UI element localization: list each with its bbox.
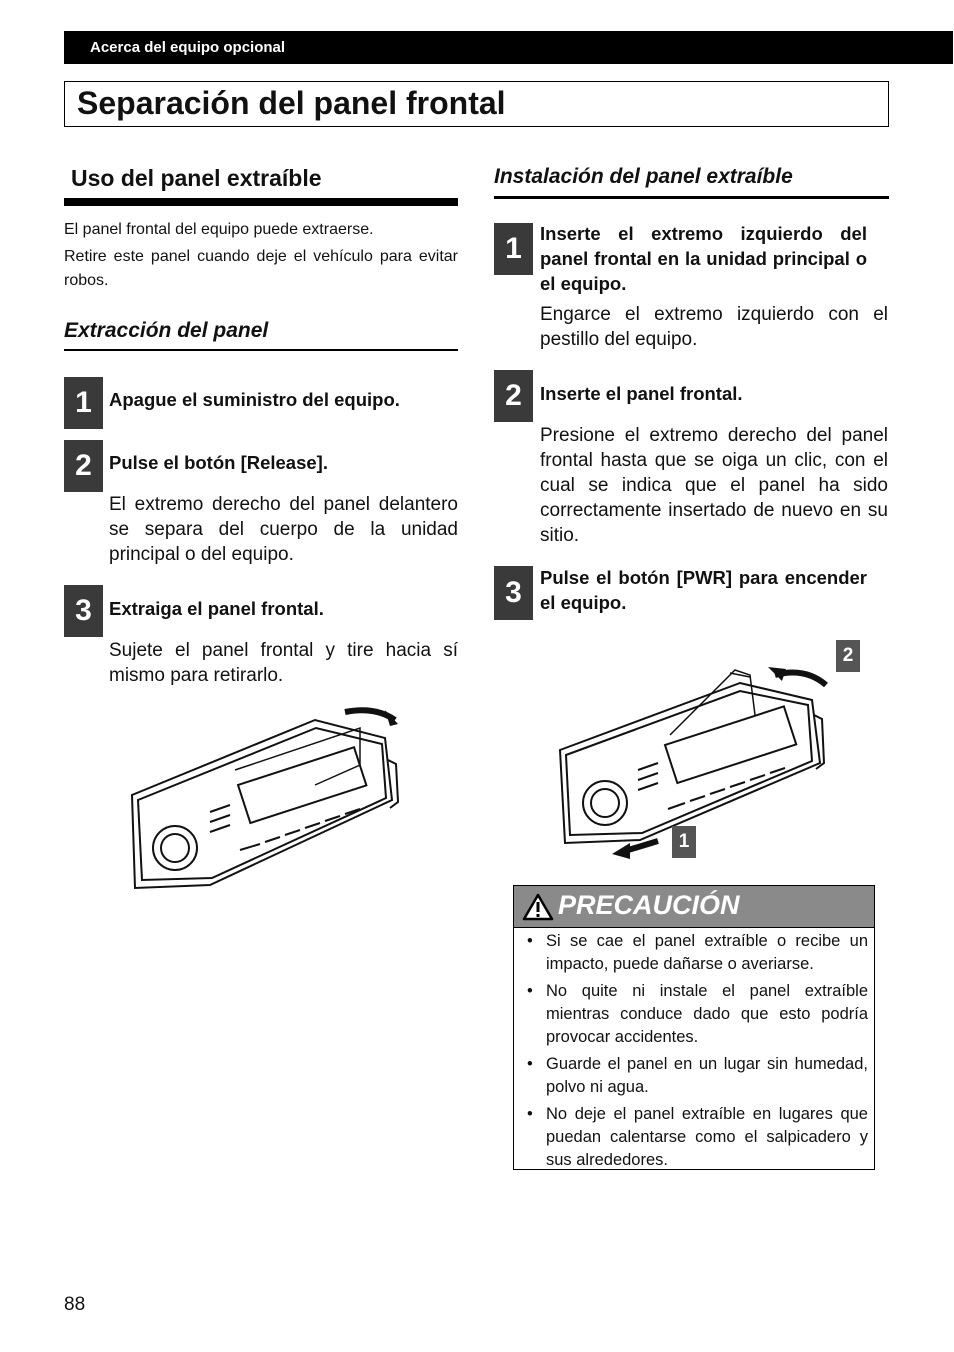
figure-label-badge: 2 <box>836 640 860 672</box>
caution-item-text: Guarde el panel en un lugar sin humedad, polvo ni agua. <box>546 1055 868 1096</box>
step-number-box: 3 <box>64 585 103 637</box>
caution-item: • Guarde el panel en un lugar sin humedad, polvo ni agua. <box>527 1055 868 1096</box>
section-label: Acerca del equipo opcional <box>90 39 286 56</box>
subheading-rule <box>64 349 458 351</box>
heading-rule <box>64 198 458 206</box>
step-title: Pulse el botón [PWR] para encender el equipo. <box>540 567 867 613</box>
step-title: Inserte el extremo izquierdo del panel frontal en la unidad principal o el equipo. <box>540 223 867 294</box>
step-body: Sujete el panel frontal y tire hacia sí mismo para retirarlo. <box>109 640 458 686</box>
heading-uso-panel: Uso del panel extraíble <box>71 165 322 191</box>
caution-item-text: No deje el panel extraíble en lugares que puedan calentarse como el salpicadero y sus alrededores. <box>546 1105 868 1169</box>
step-title: Inserte el panel frontal. <box>540 383 743 404</box>
step-title: Pulse el botón [Release]. <box>109 452 328 473</box>
caution-header <box>514 886 874 928</box>
step-number-box: 1 <box>494 223 533 275</box>
step-title: Apague el suministro del equipo. <box>109 389 400 410</box>
caution-item-text: Si se cae el panel extraíble o recibe un impacto, puede dañarse o averiarse. <box>546 932 868 973</box>
subheading-extraccion: Extracción del panel <box>64 319 269 342</box>
panel-removal-illustration <box>120 700 410 900</box>
step-body: Presione el extremo derecho del panel frontal hasta que se oiga un clic, con el cual se indica que el panel ha sido correctamente insertado de nuevo en su sitio. <box>540 425 888 546</box>
caution-box <box>513 885 875 1170</box>
page-number: 88 <box>64 1294 86 1315</box>
caution-item-text: No quite ni instale el panel extraíble mientras conduce dado que esto podría provocar accidentes. <box>546 982 868 1046</box>
step-number-box: 2 <box>494 370 533 422</box>
step-body: Engarce el extremo izquierdo con el pestillo del equipo. <box>540 304 888 350</box>
page-title: Separación del panel frontal <box>64 81 889 127</box>
figure-label-badge: 1 <box>672 826 696 858</box>
subheading-rule <box>494 196 889 199</box>
intro-line-2: Retire este panel cuando deje el vehículo para evitar robos. <box>64 248 458 289</box>
step-body: El extremo derecho del panel delantero se separa del cuerpo de la unidad principal o del equipo. <box>109 494 458 565</box>
step-number-box: 3 <box>494 566 533 620</box>
caution-list <box>514 930 874 1172</box>
warning-triangle-icon <box>522 893 554 921</box>
subheading-instalacion: Instalación del panel extraíble <box>494 165 793 188</box>
caution-item: • No deje el panel extraíble en lugares que puedan calentarse como el salpicadero y sus alrededores. <box>527 1105 868 1169</box>
section-header-bar <box>64 31 953 64</box>
caution-item: • Si se cae el panel extraíble o recibe un impacto, puede dañarse o averiarse. <box>527 932 868 973</box>
step-number-box: 1 <box>64 377 103 429</box>
step-title: Extraiga el panel frontal. <box>109 598 324 619</box>
intro-line-1: El panel frontal del equipo puede extraerse. <box>64 221 374 238</box>
step-number-box: 2 <box>64 440 103 492</box>
caution-item: • No quite ni instale el panel extraíble mientras conduce dado que esto podría provocar accidentes. <box>527 982 868 1046</box>
caution-title: PRECAUCIÓN <box>558 890 740 920</box>
